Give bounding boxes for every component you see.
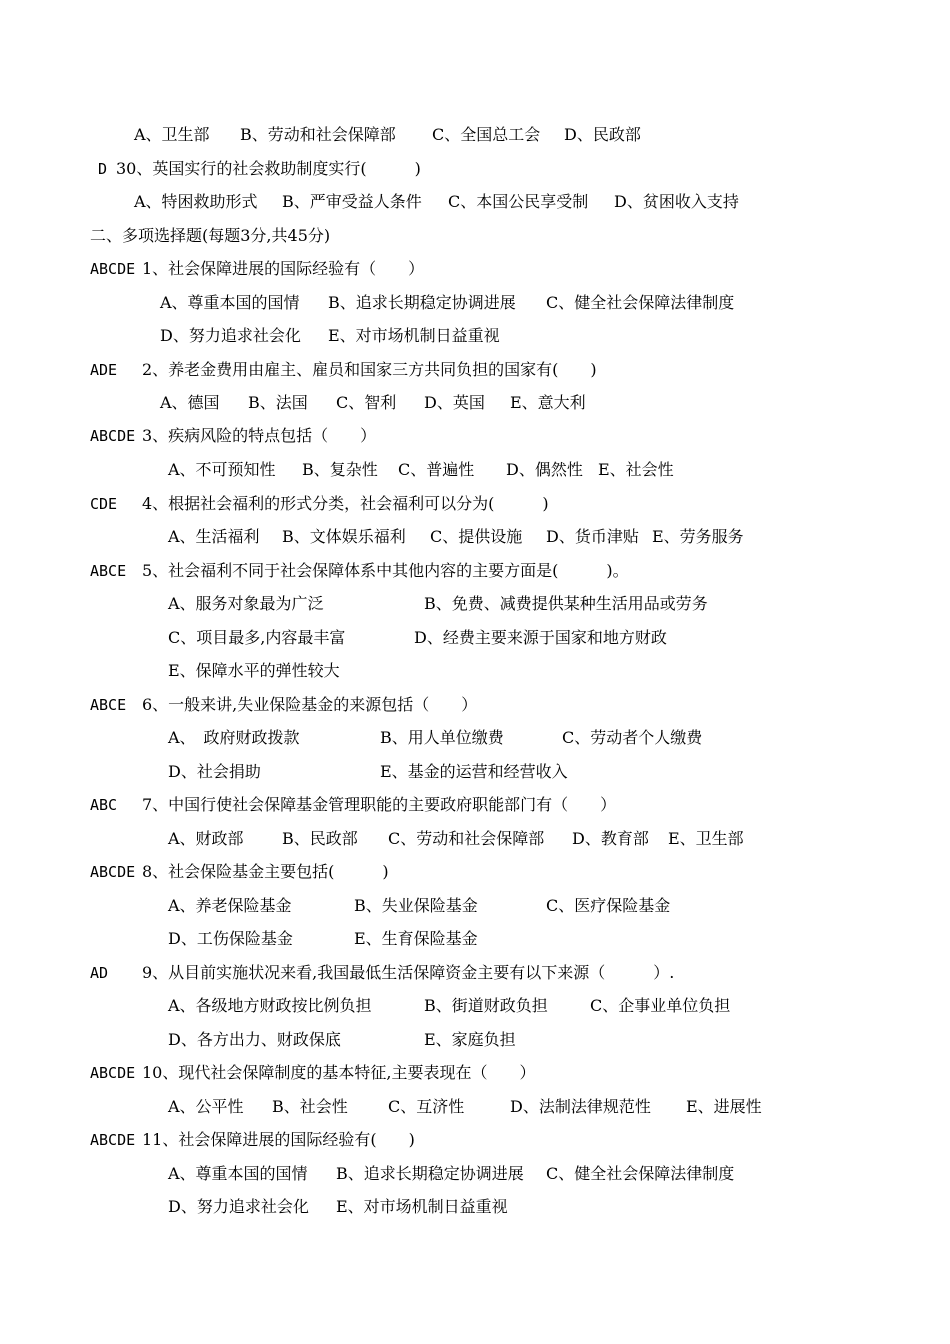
option: C、普遍性 [398, 460, 475, 479]
option: E、家庭负担 [424, 1030, 516, 1049]
question-text: 30、英国实行的社会救助制度实行( ) [116, 159, 421, 178]
option-line [168, 1196, 808, 1218]
answer-key: ABC [90, 796, 118, 814]
section-title: 二、多项选择题(每题3分,共45分) [90, 226, 331, 245]
option: D、努力追求社会化 [168, 1197, 309, 1216]
option-line [168, 895, 808, 917]
question-text: 2、养老金费用由雇主、雇员和国家三方共同负担的国家有( ) [142, 360, 597, 379]
answer-key: ABCE [90, 696, 127, 714]
option: B、追求长期稳定协调进展 [328, 293, 516, 312]
option-line [168, 828, 808, 850]
option: A、尊重本国的国情 [160, 293, 300, 312]
option: C、本国公民享受制 [448, 192, 589, 211]
option-line [160, 325, 800, 347]
question-text: 7、中国行使社会保障基金管理职能的主要政府职能部门有（ ） [142, 795, 617, 814]
option: E、基金的运营和经营收入 [380, 762, 568, 781]
question-line [90, 258, 790, 280]
option: E、对市场机制日益重视 [336, 1197, 508, 1216]
option: A、 政府财政拨款 [168, 728, 300, 747]
option: D、教育部 [572, 829, 649, 848]
option-line [168, 1029, 808, 1051]
option: D、社会捐助 [168, 762, 261, 781]
option: B、劳动和社会保障部 [240, 125, 396, 144]
option: E、生育保险基金 [354, 929, 478, 948]
option-line [160, 392, 800, 414]
option: B、严审受益人条件 [282, 192, 422, 211]
question-text: 11、社会保障进展的国际经验有( ) [142, 1130, 415, 1149]
option: A、尊重本国的国情 [168, 1164, 308, 1183]
question-text: 6、一般来讲,失业保险基金的来源包括（ ） [142, 695, 478, 714]
option: A、各级地方财政按比例负担 [168, 996, 372, 1015]
option: B、文体娱乐福利 [282, 527, 406, 546]
option: C、智利 [336, 393, 397, 412]
option-line [168, 459, 808, 481]
question-line [90, 794, 790, 816]
answer-key: ABCDE [90, 1131, 136, 1149]
option: B、复杂性 [302, 460, 378, 479]
option-line [168, 761, 808, 783]
option-line [168, 593, 808, 615]
option: B、用人单位缴费 [380, 728, 504, 747]
option-line [168, 995, 808, 1017]
option: B、民政部 [282, 829, 358, 848]
option: D、经费主要来源于国家和地方财政 [414, 628, 667, 647]
option: C、企事业单位负担 [590, 996, 731, 1015]
answer-key: AD [90, 964, 109, 982]
option: D、贫困收入支持 [614, 192, 739, 211]
question-line [90, 560, 790, 582]
option: B、追求长期稳定协调进展 [336, 1164, 524, 1183]
answer-key: ABCDE [90, 260, 136, 278]
option: E、保障水平的弹性较大 [168, 661, 340, 680]
question-line [90, 962, 790, 984]
option: A、服务对象最为广泛 [168, 594, 324, 613]
option-line [168, 1096, 808, 1118]
option: A、财政部 [168, 829, 244, 848]
option: E、进展性 [686, 1097, 762, 1116]
option: E、卫生部 [668, 829, 744, 848]
option: A、德国 [160, 393, 220, 412]
question-text: 4、根据社会福利的形式分类，社会福利可以分为( ) [142, 494, 549, 513]
option: A、公平性 [168, 1097, 244, 1116]
option: A、卫生部 [134, 125, 210, 144]
option: C、劳动和社会保障部 [388, 829, 545, 848]
option-line [134, 191, 834, 213]
question-line [90, 425, 790, 447]
option: C、医疗保险基金 [546, 896, 671, 915]
answer-key: ABCDE [90, 1064, 136, 1082]
option: D、英国 [424, 393, 485, 412]
option: D、偶然性 [506, 460, 583, 479]
answer-key: ADE [90, 361, 118, 379]
option: E、社会性 [598, 460, 674, 479]
answer-key: ABCDE [90, 863, 136, 881]
question-line [90, 1129, 790, 1151]
question-text: 3、疾病风险的特点包括（ ） [142, 426, 377, 445]
question-text: 1、社会保障进展的国际经验有（ ） [142, 259, 425, 278]
option-line [168, 526, 808, 548]
option: B、免费、减费提供某种生活用品或劳务 [424, 594, 708, 613]
question-line [90, 1062, 790, 1084]
option-line [168, 627, 808, 649]
option: E、劳务服务 [652, 527, 744, 546]
option: C、健全社会保障法律制度 [546, 1164, 735, 1183]
option: B、街道财政负担 [424, 996, 548, 1015]
answer-key: D [98, 160, 108, 178]
option: A、不可预知性 [168, 460, 276, 479]
option-line [168, 727, 808, 749]
question-text: 10、现代社会保障制度的基本特征,主要表现在（ ） [142, 1063, 536, 1082]
question-line [90, 359, 790, 381]
option: C、全国总工会 [432, 125, 541, 144]
option-line [168, 1163, 808, 1185]
question-line [98, 158, 698, 180]
option: D、努力追求社会化 [160, 326, 301, 345]
option-line [160, 292, 800, 314]
answer-key: ABCDE [90, 427, 136, 445]
question-text: 5、社会福利不同于社会保障体系中其他内容的主要方面是( )。 [142, 561, 629, 580]
option: C、劳动者个人缴费 [562, 728, 703, 747]
option: B、法国 [248, 393, 308, 412]
question-line [90, 694, 790, 716]
question-text: 9、从目前实施状况来看,我国最低生活保障资金主要有以下来源（ ）. [142, 963, 675, 982]
option: E、意大利 [510, 393, 586, 412]
option-line [168, 928, 808, 950]
option: D、工伤保险基金 [168, 929, 293, 948]
option: D、法制法律规范性 [510, 1097, 651, 1116]
option: A、养老保险基金 [168, 896, 292, 915]
option-line [168, 660, 808, 682]
question-line [90, 861, 790, 883]
answer-key: CDE [90, 495, 118, 513]
option: C、互济性 [388, 1097, 465, 1116]
option: B、社会性 [272, 1097, 348, 1116]
option-line [134, 124, 834, 146]
option: D、各方出力、财政保底 [168, 1030, 341, 1049]
option: C、项目最多,内容最丰富 [168, 628, 346, 647]
option: A、特困救助形式 [134, 192, 258, 211]
option: E、对市场机制日益重视 [328, 326, 500, 345]
option: C、健全社会保障法律制度 [546, 293, 735, 312]
option: B、失业保险基金 [354, 896, 478, 915]
answer-key: ABCE [90, 562, 127, 580]
option: D、民政部 [564, 125, 641, 144]
option: A、生活福利 [168, 527, 260, 546]
question-line [90, 493, 790, 515]
option: D、货币津贴 [546, 527, 639, 546]
question-text: 8、社会保险基金主要包括( ) [142, 862, 389, 881]
option: C、提供设施 [430, 527, 523, 546]
